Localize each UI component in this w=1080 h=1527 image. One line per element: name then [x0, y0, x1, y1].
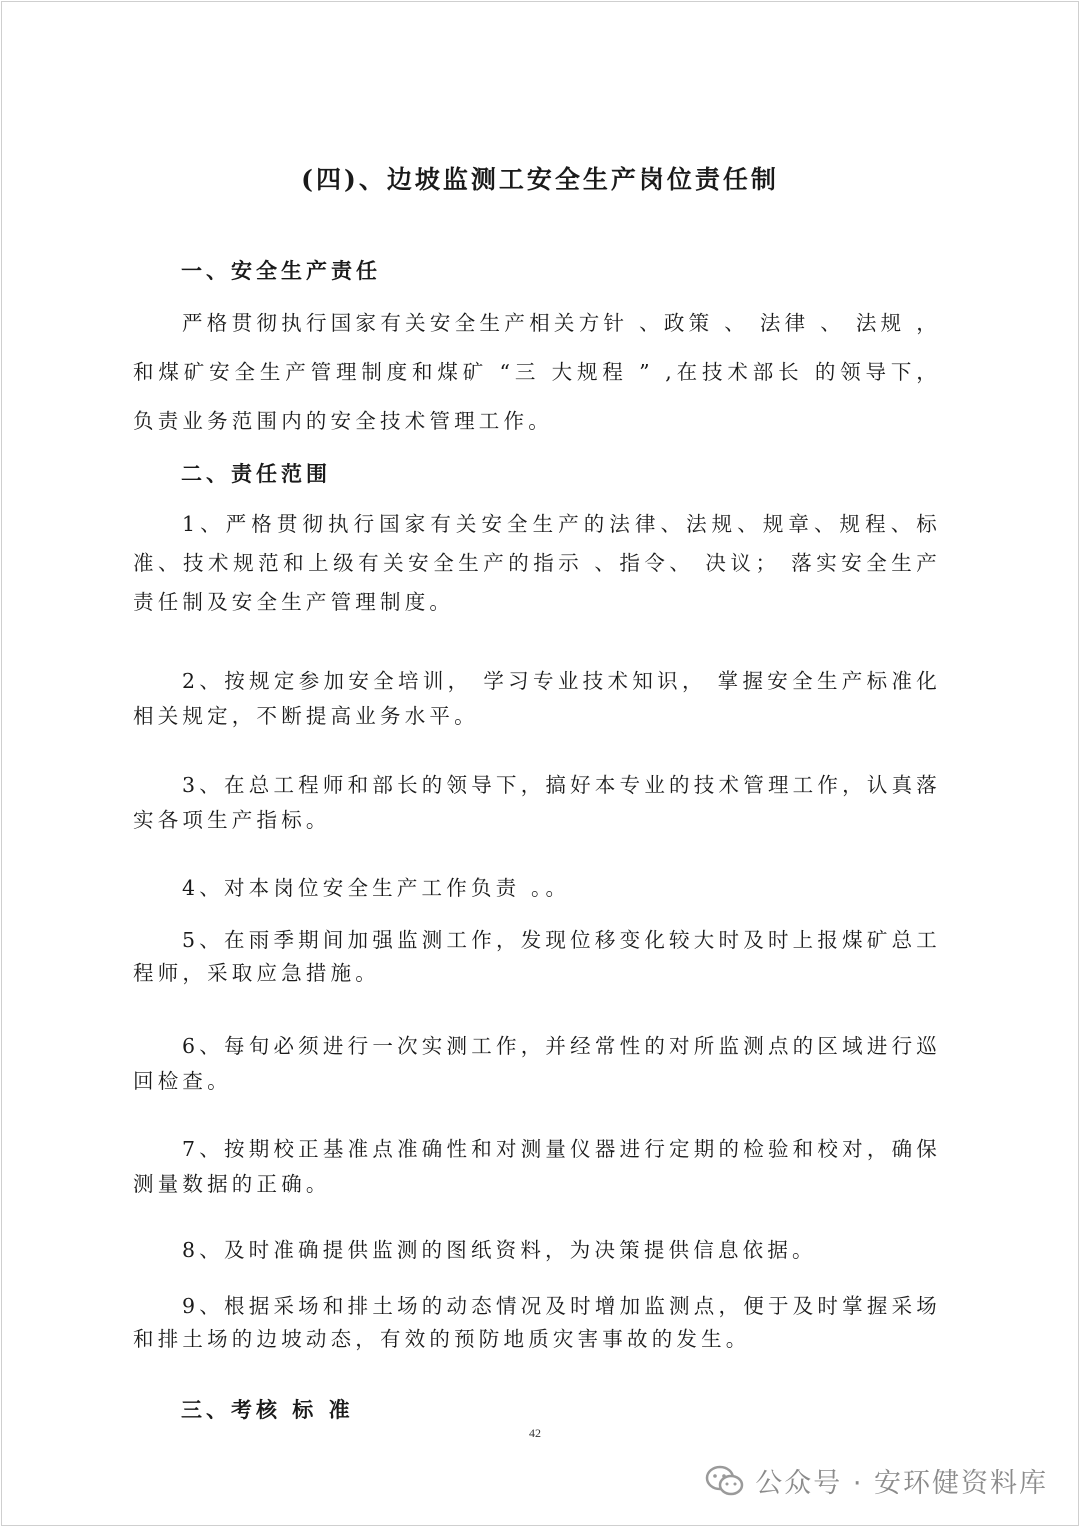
list-item: 4、对本岗位安全生产工作负责 。。 [182, 876, 571, 900]
list-item: 8、及时准确提供监测的图纸资料，为决策提供信息依据。 [182, 1238, 817, 1262]
list-item: 9、根据采场和排土场的动态情况及时增加监测点，便于及时掌握采场和排土场的边坡动态，有效的预防地质灾害事故的发生。 [133, 1294, 941, 1351]
list-item: 2、按规定参加安全培训， 学习专业技术知识， 掌握安全生产标准化相关规定，不断提高业务水平。 [133, 669, 941, 728]
list-item: 1、严格贯彻执行国家有关安全生产的法律、法规、规章、规程、标准、技术规范和上级有关安全生产的指示 、指令、 决议； 落实安全生产责任制及安全生产管理制度。 [133, 512, 941, 614]
list-item: 7、按期校正基准点准确性和对测量仪器进行定期的检验和校对，确保测量数据的正确。 [133, 1137, 941, 1196]
page-number: 42 [529, 1426, 541, 1440]
section-heading-scope: 二、责任范围 [181, 461, 331, 486]
wechat-icon [705, 1465, 745, 1497]
section-heading-responsibility: 一、安全生产责任 [181, 258, 381, 283]
list-item: 3、在总工程师和部长的领导下，搞好本专业的技术管理工作，认真落实各项生产指标。 [133, 773, 941, 832]
section-heading-assessment: 三、考核 标 准 [181, 1397, 354, 1422]
list-item: 6、每旬必须进行一次实测工作，并经常性的对所监测点的区域进行巡回检查。 [133, 1034, 941, 1093]
section-paragraph-responsibility: 严格贯彻执行国家有关安全生产相关方针 、政策 、 法律 、 法规 ，和煤矿安全生产管理制度和煤矿 “三 大规程 ” ,在技术部长 的领导下， 负责业务范围内的安全技术管理工作。 [133, 311, 941, 433]
watermark [705, 1461, 1048, 1500]
watermark-text: 公众号 · 安环健资料库 [755, 1468, 1048, 1499]
document-title: (四)、边坡监测工安全生产岗位责任制 [301, 165, 779, 194]
list-item: 5、在雨季期间加强监测工作，发现位移变化较大时及时上报煤矿总工程师，采取应急措施。 [133, 928, 941, 985]
